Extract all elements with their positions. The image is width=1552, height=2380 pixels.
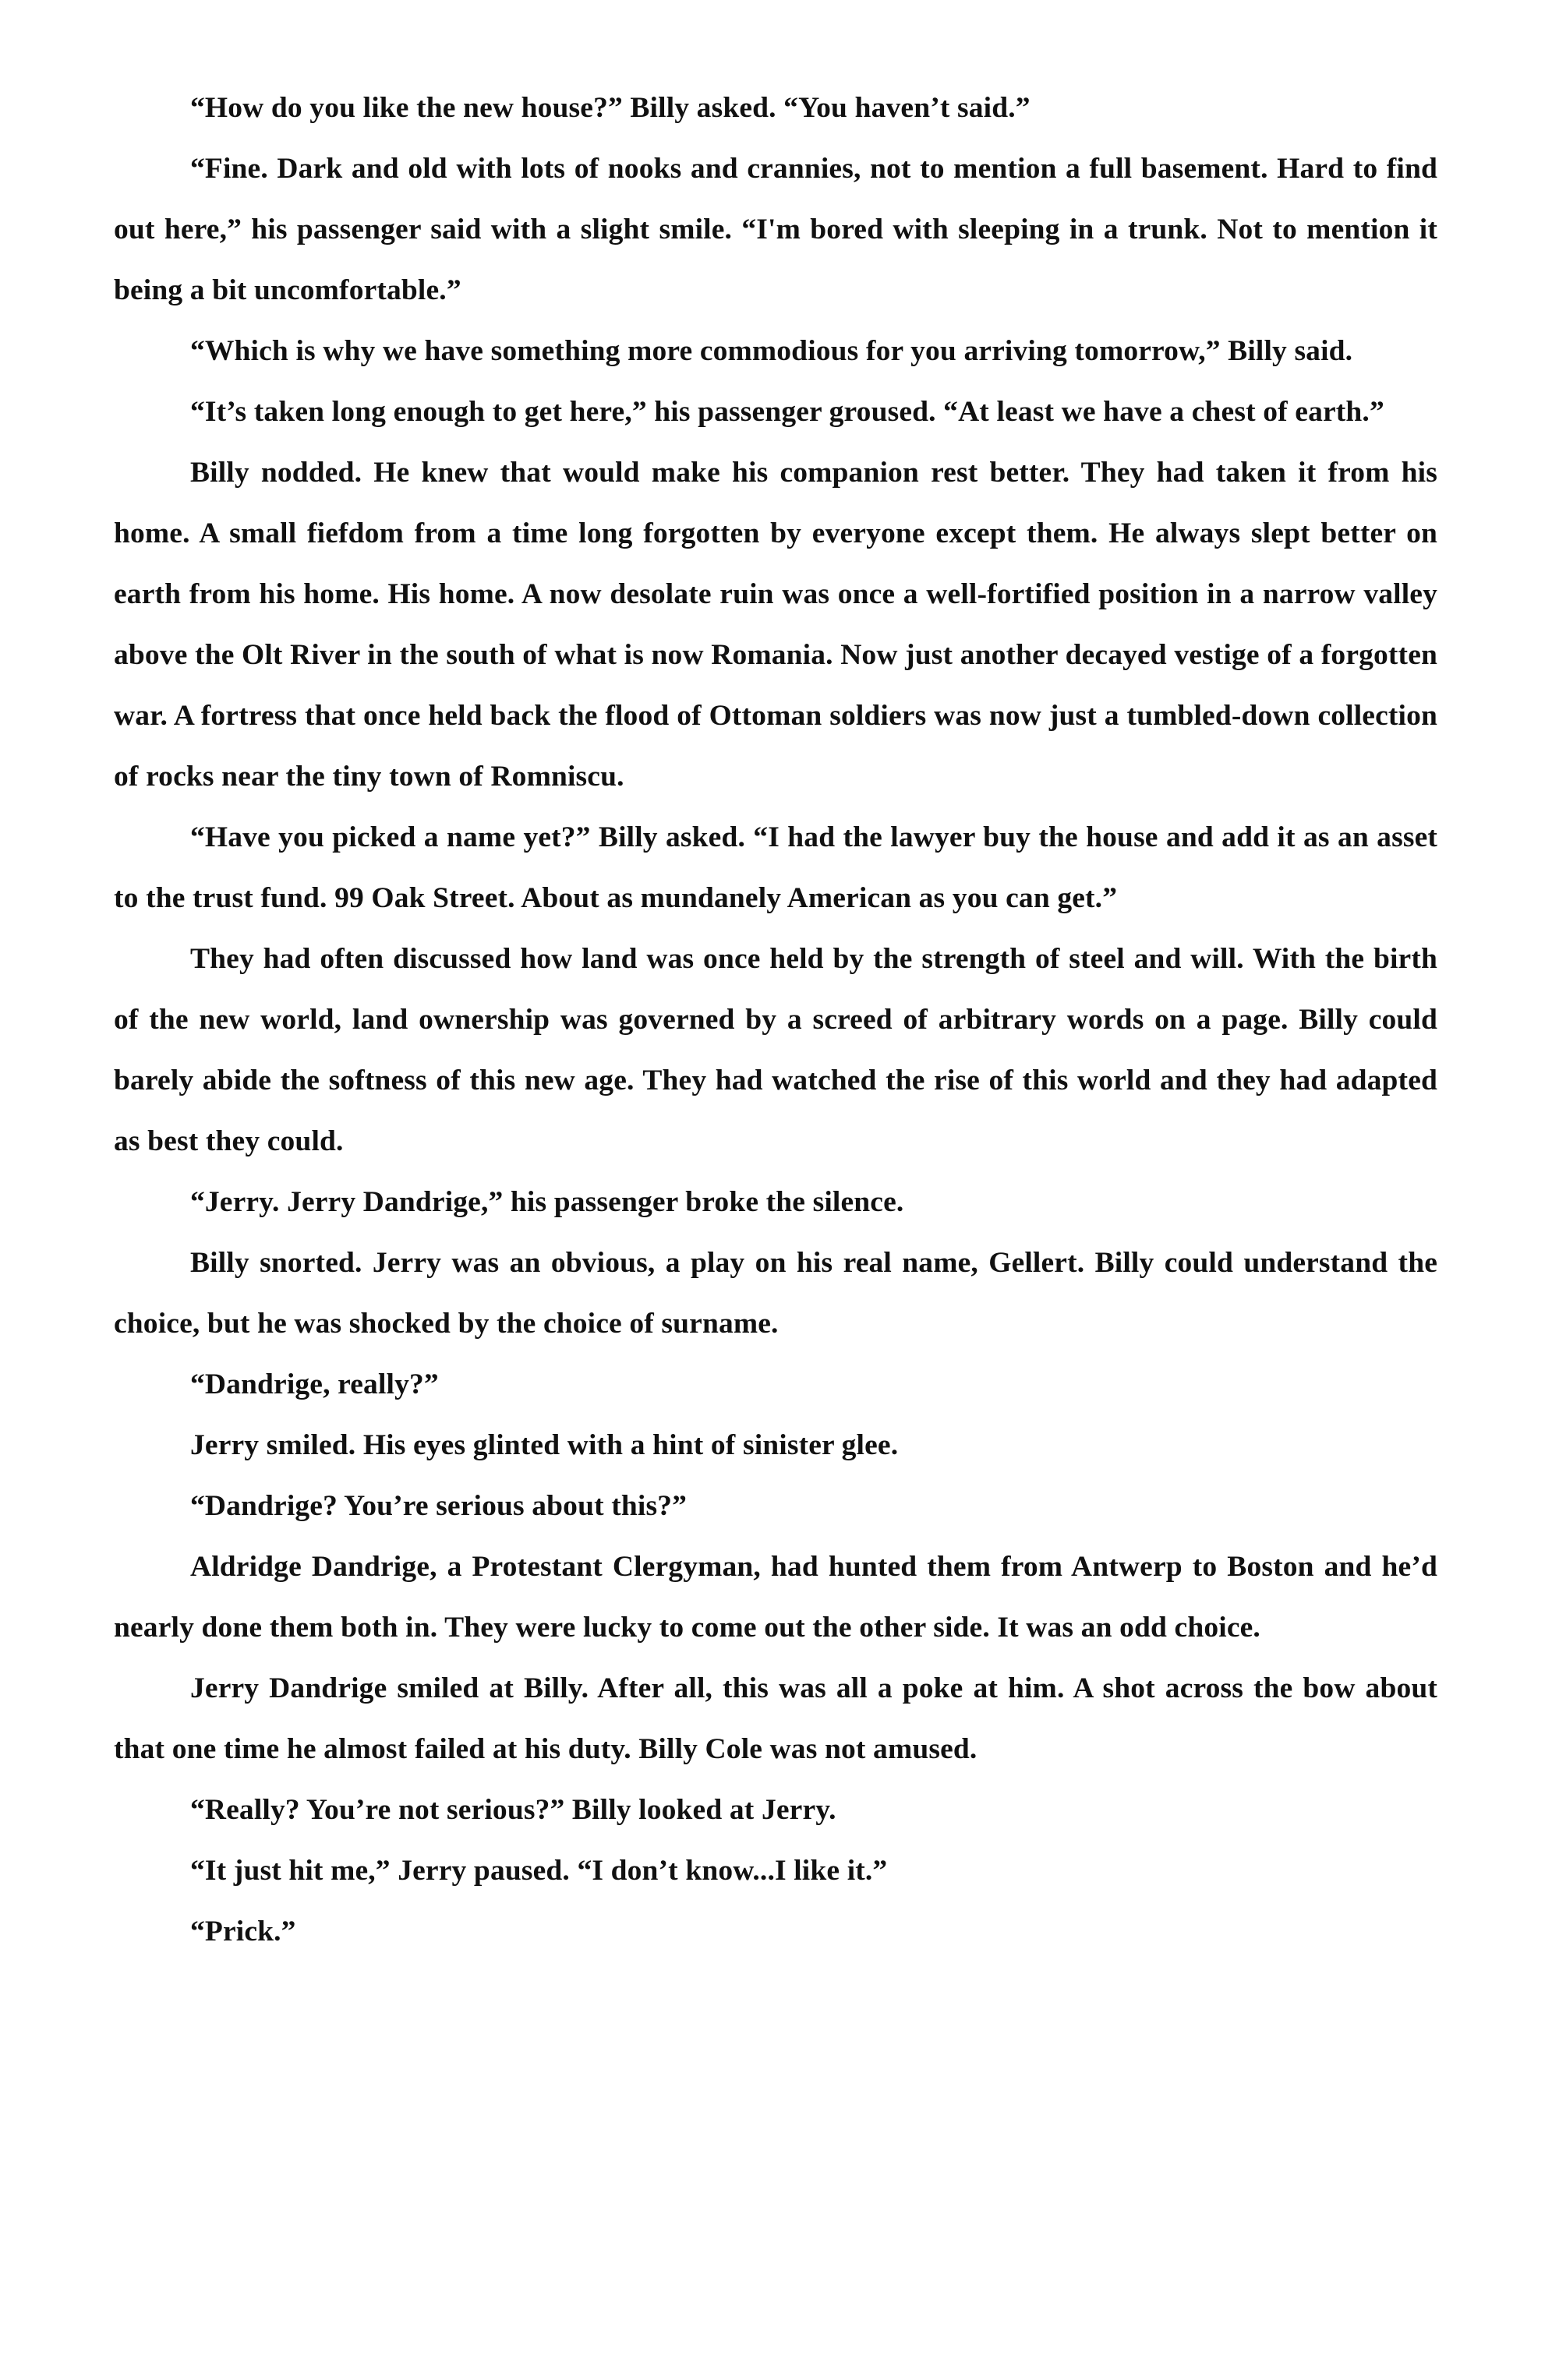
paragraph: They had often discussed how land was once held by the strength of steel and will. With the birth of the new world, land ownership was governed by a screed of arbitrary words on a page. Billy could barely abide the softness of this new age. They had watched the rise of this world and they had adapted as best they could. — [114, 943, 1437, 1157]
paragraph: “Dandrige? You’re serious about this?” — [190, 1490, 687, 1522]
paragraph: “It’s taken long enough to get here,” his passenger groused. “At least we have a chest of earth.” — [190, 396, 1384, 428]
paragraph: Jerry Dandrige smiled at Billy. After all, this was all a poke at him. A shot across the bow about that one time he almost failed at his duty. Billy Cole was not amused. — [114, 1672, 1437, 1765]
paragraph: “Dandrige, really?” — [190, 1368, 439, 1400]
paragraph: “How do you like the new house?” Billy asked. “You haven’t said.” — [190, 92, 1031, 124]
paragraph: “Jerry. Jerry Dandrige,” his passenger broke the silence. — [190, 1186, 904, 1218]
paragraph: Billy snorted. Jerry was an obvious, a play on his real name, Gellert. Billy could understand the choice, but he was shocked by the choice of surname. — [114, 1247, 1437, 1340]
paragraph: “Fine. Dark and old with lots of nooks and crannies, not to mention a full basement. Hard to find out here,” his passenger said with a slight smile. “I'm bored with sleeping in a trunk. Not to mention it being a bit uncomfortable.” — [114, 153, 1437, 306]
document-page — [114, 78, 1437, 1962]
paragraph: Jerry smiled. His eyes glinted with a hint of sinister glee. — [190, 1429, 899, 1461]
paragraph: “Have you picked a name yet?” Billy asked. “I had the lawyer buy the house and add it as an asset to the trust fund. 99 Oak Street. About as mundanely American as you can get.” — [114, 821, 1437, 914]
paragraph: “Really? You’re not serious?” Billy looked at Jerry. — [190, 1794, 836, 1826]
paragraph: “Which is why we have something more commodious for you arriving tomorrow,” Billy said. — [190, 335, 1353, 367]
paragraph: “It just hit me,” Jerry paused. “I don’t know...I like it.” — [190, 1855, 888, 1887]
paragraph: Aldridge Dandrige, a Protestant Clergyman, had hunted them from Antwerp to Boston and he’d nearly done them both in. They were lucky to come out the other side. It was an odd choice. — [114, 1551, 1437, 1644]
paragraph: “Prick.” — [190, 1916, 296, 1947]
paragraph: Billy nodded. He knew that would make his companion rest better. They had taken it from his home. A small fiefdom from a time long forgotten by everyone except them. He always slept better on earth from his home. His home. A now desolate ruin was once a well-fortified position in a narrow valley above the Olt River in the south of what is now Romania. Now just another decayed vestige of a forgotten war. A fortress that once held back the flood of Ottoman soldiers was now just a tumbled-down collection of rocks near the tiny town of Romniscu. — [114, 457, 1437, 793]
